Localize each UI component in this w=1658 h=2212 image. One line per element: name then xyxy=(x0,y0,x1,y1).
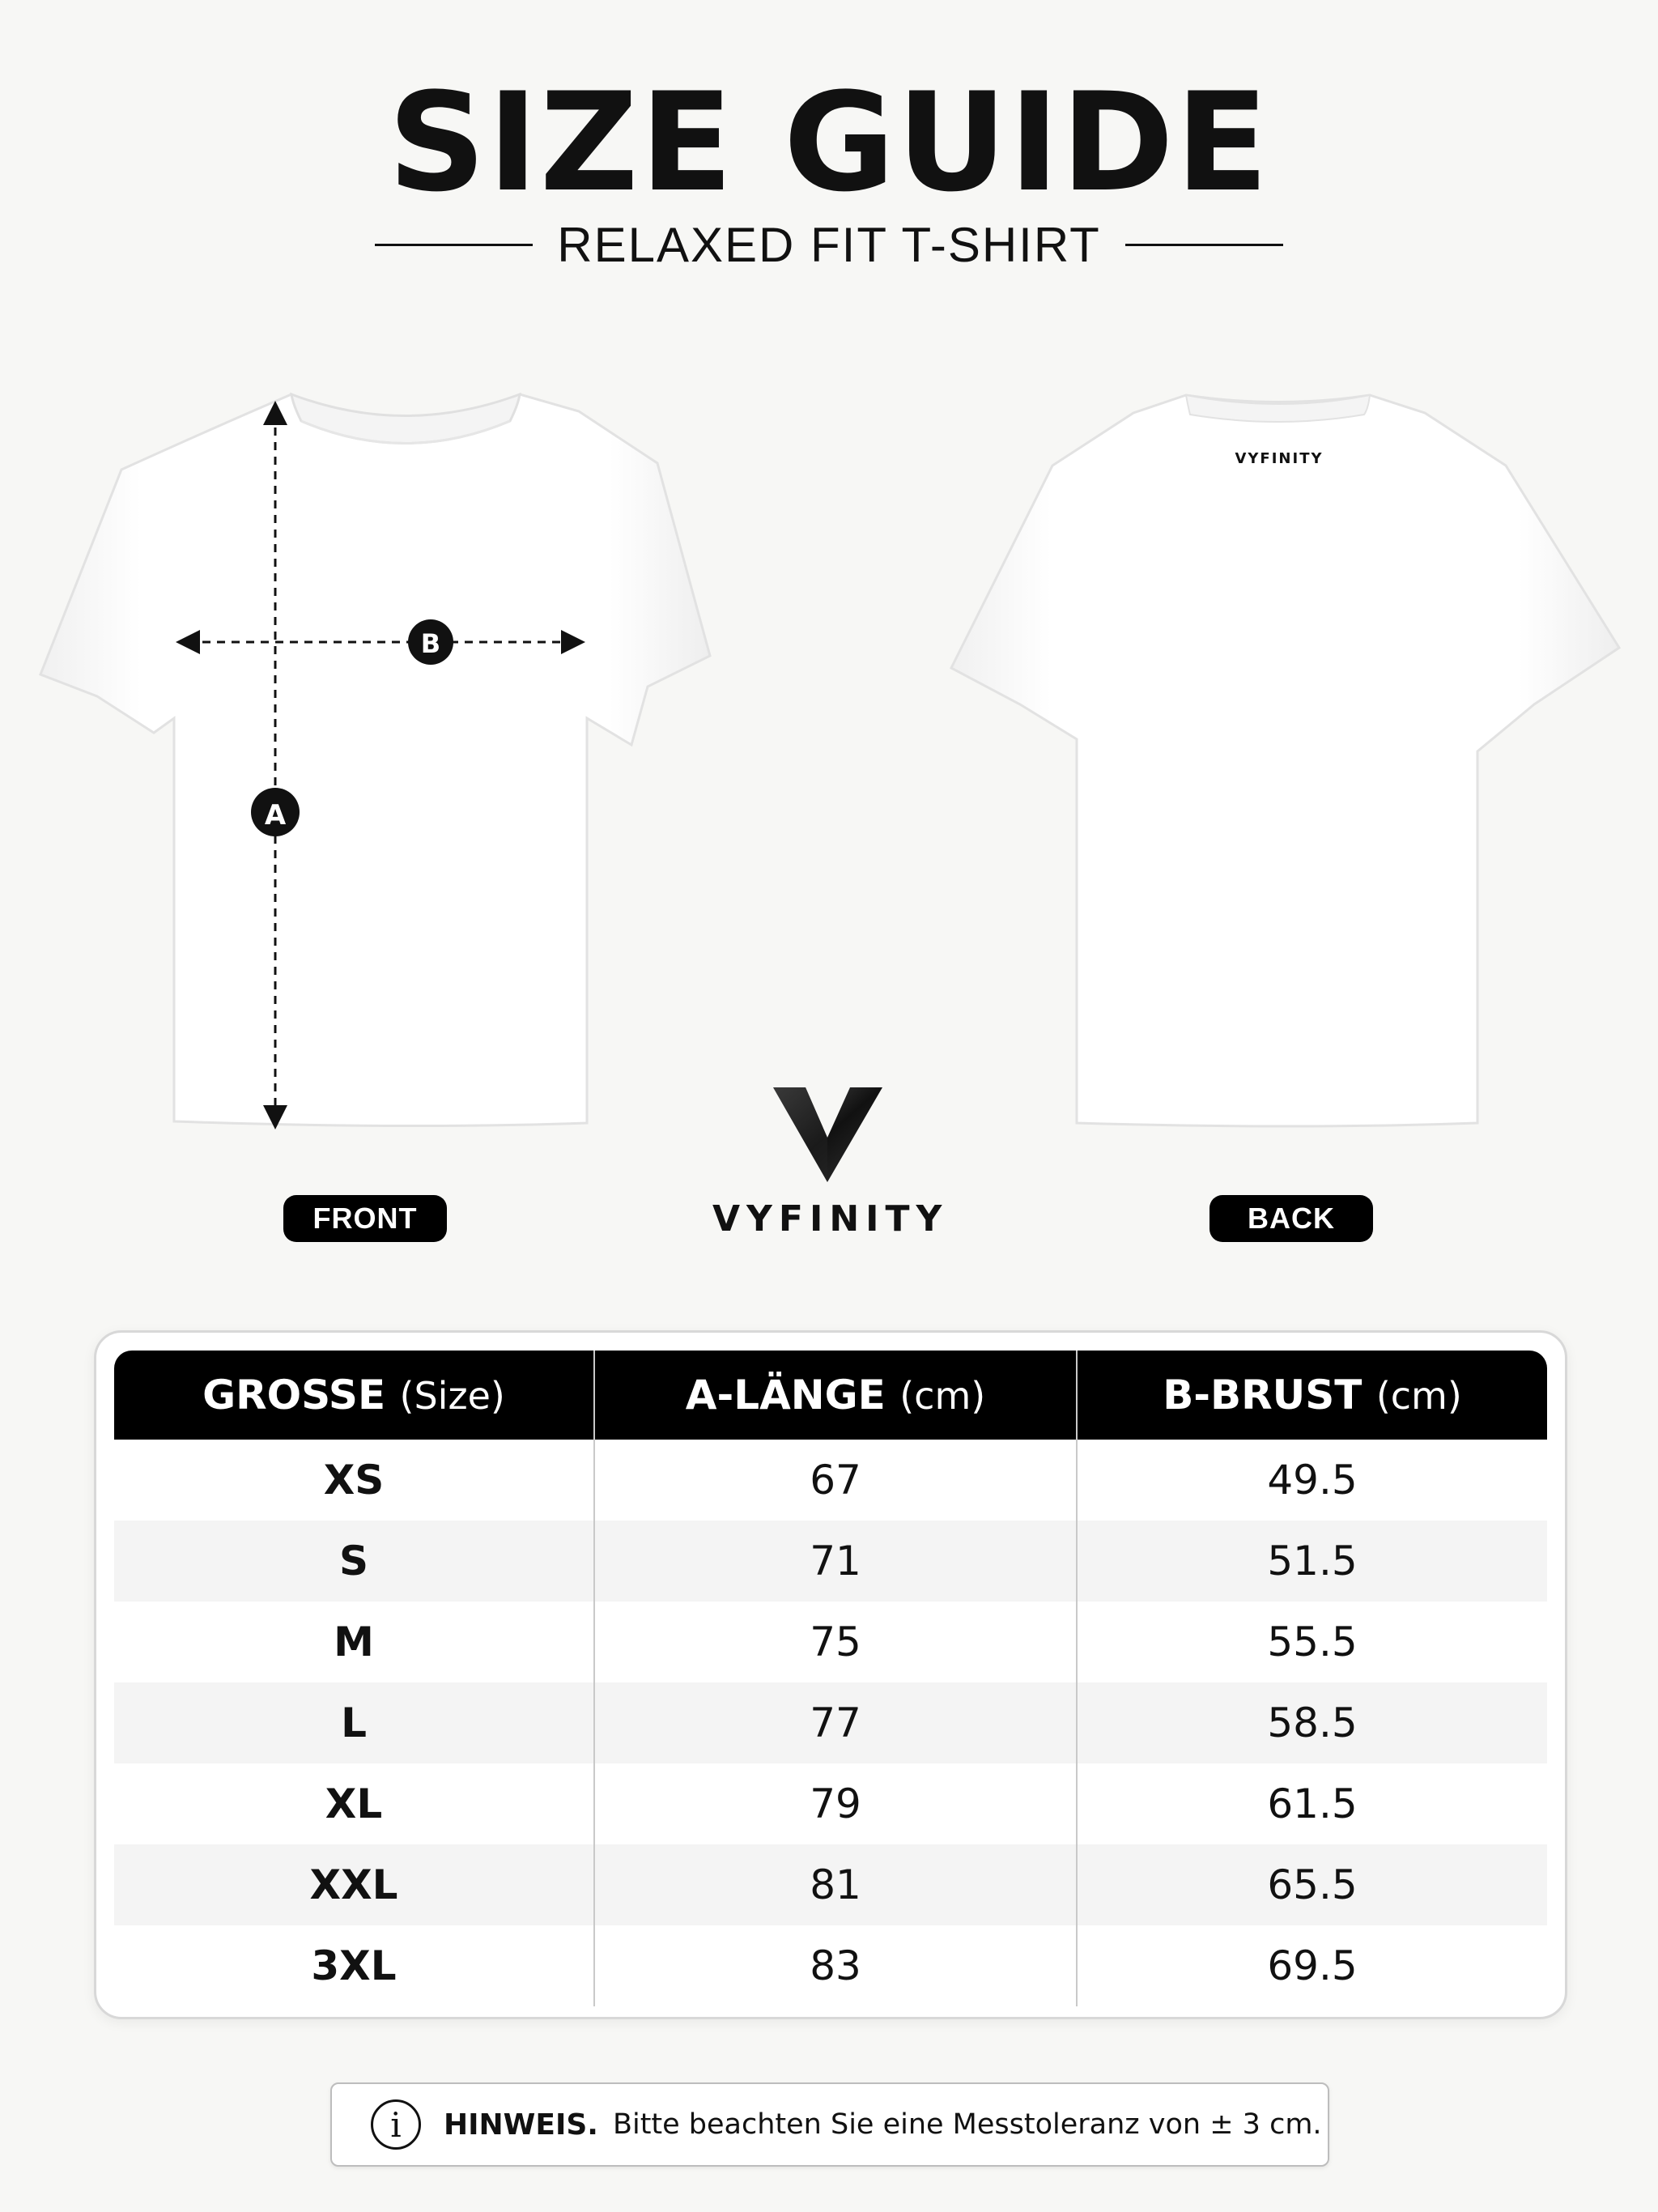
front-shirt xyxy=(40,394,710,1126)
table-row: 3XL 83 69.5 xyxy=(114,1925,1547,2006)
front-label: FRONT xyxy=(283,1195,447,1242)
info-icon: i xyxy=(371,2099,421,2150)
table-row: XS 67 49.5 xyxy=(114,1440,1547,1521)
table-row: M 75 55.5 xyxy=(114,1602,1547,1682)
note-text: Bitte beachten Sie eine Messtoleranz von ± 3 cm. xyxy=(612,2108,1322,2141)
marker-b xyxy=(408,619,453,665)
table-row: XXL 81 65.5 xyxy=(114,1844,1547,1925)
back-print-text: VYFINITY xyxy=(1235,450,1324,467)
svg-text:B: B xyxy=(420,628,441,659)
header-length: A-LÄNGE (cm) xyxy=(594,1351,1077,1440)
table-row: XL 79 61.5 xyxy=(114,1763,1547,1844)
marker-a xyxy=(251,788,300,836)
size-table xyxy=(114,1351,1547,2006)
measurement-note xyxy=(330,2082,1329,2167)
header-size: GROSSE (Size) xyxy=(114,1351,594,1440)
page-subtitle: RELAXED FIT T-SHIRT xyxy=(557,217,1101,272)
table-header-row xyxy=(114,1351,1547,1440)
header-chest: B-BRUST (cm) xyxy=(1077,1351,1547,1440)
back-shirt xyxy=(951,395,1619,1126)
table-row: S 71 51.5 xyxy=(114,1521,1547,1602)
note-label: HINWEIS. xyxy=(444,2108,598,2142)
size-table-card xyxy=(94,1330,1567,2019)
back-label: BACK xyxy=(1209,1195,1373,1242)
brand-logo-icon xyxy=(773,1087,882,1182)
brand-wordmark: VYFINITY xyxy=(712,1198,949,1240)
table-row: L 77 58.5 xyxy=(114,1682,1547,1763)
svg-text:A: A xyxy=(264,799,287,832)
page-title: SIZE GUIDE xyxy=(388,63,1270,222)
